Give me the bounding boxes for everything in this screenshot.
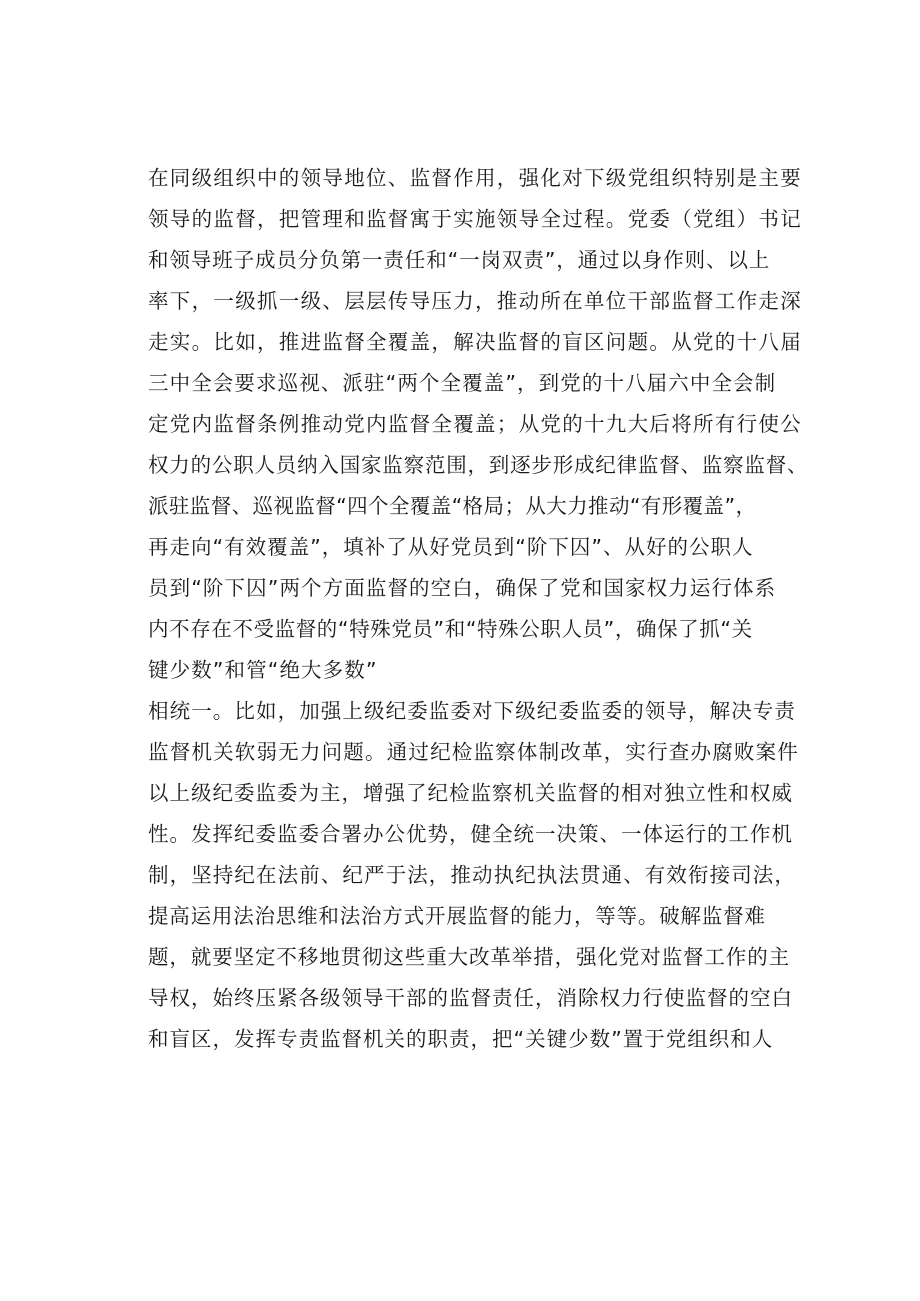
text-line: 权力的公职人员纳入国家监察范围，到逐步形成纪律监督、监察监督、 [148, 453, 809, 477]
text-line: 键少数”和管“绝大多数” [148, 658, 378, 682]
text-line: 再走向“有效覆盖”，填补了从好党员到“阶下囚”、从好的公职人 [148, 535, 754, 559]
text-line: 走实。比如，推进监督全覆盖，解决监督的盲区问题。从党的十八届 [148, 330, 802, 354]
text-line: 题，就要坚定不移地贯彻这些重大改革举措，强化党对监督工作的主 [148, 945, 790, 969]
text-line: 制，坚持纪在法前、纪严于法，推动执纪执法贯通、有效衔接司法， [148, 863, 796, 887]
text-line: 领导的监督，把管理和监督寓于实施领导全过程。党委（党组）书记 [148, 207, 802, 231]
text-line: 提高运用法治思维和法治方式开展监督的能力，等等。破解监督难 [148, 904, 766, 928]
text-line: 率下，一级抓一级、层层传导压力，推动所在单位干部监督工作走深 [148, 289, 802, 313]
text-line: 三中全会要求巡视、派驻“两个全覆盖”，到党的十八届六中全会制 [148, 371, 777, 395]
text-line: 定党内监督条例推动党内监督全覆盖；从党的十九大后将所有行使公 [148, 412, 802, 436]
text-line: 以上级纪委监委为主，增强了纪检监察机关监督的相对独立性和权威 [148, 781, 793, 805]
text-line: 和领导班子成员分负第一责任和“一岗双责”，通过以身作则、以上 [148, 248, 771, 272]
body-text [148, 158, 828, 1060]
text-line: 性。发挥纪委监委合署办公优势，健全统一决策、一体运行的工作机 [148, 822, 793, 846]
text-line: 在同级组织中的领导地位、监督作用，强化对下级党组织特别是主要 [148, 166, 802, 190]
text-line: 内不存在不受监督的“特殊党员”和“特殊公职人员”，确保了抓“关 [148, 617, 753, 641]
text-line: 员到“阶下囚”两个方面监督的空白，确保了党和国家权力运行体系 [148, 576, 777, 600]
text-line: 相统一。比如，加强上级纪委监委对下级纪委监委的领导，解决专责 [148, 699, 796, 723]
text-line: 导权，始终压紧各级领导干部的监督责任，消除权力行使监督的空白 [148, 986, 793, 1010]
text-line: 和盲区，发挥专责监督机关的职责，把“关键少数”置于党组织和人 [148, 1027, 774, 1051]
text-line: 派驻监督、巡视监督“四个全覆盖“格局；从大力推动“有形覆盖”， [148, 494, 757, 518]
text-line: 监督机关软弱无力问题。通过纪检监察体制改革，实行查办腐败案件 [148, 740, 799, 764]
